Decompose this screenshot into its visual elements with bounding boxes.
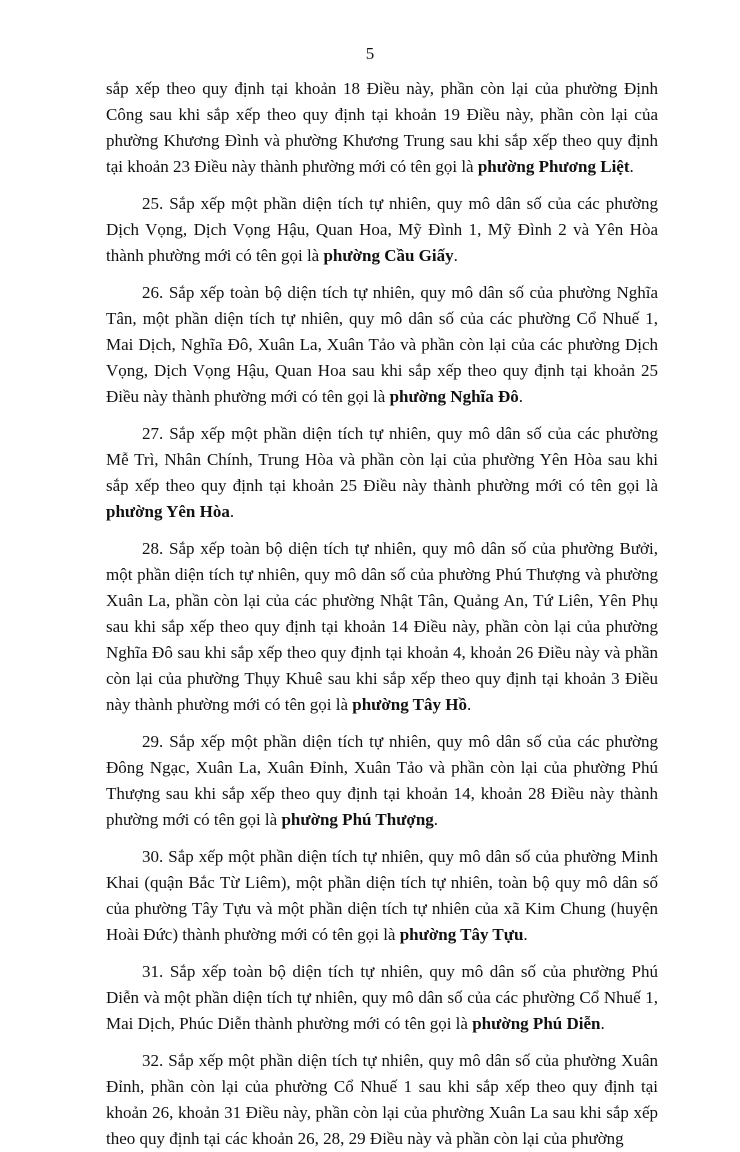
document-body bbox=[106, 76, 658, 1152]
ward-name: phường Cầu Giấy bbox=[323, 246, 454, 265]
paragraph-end: . bbox=[433, 810, 439, 829]
paragraph-continuation bbox=[106, 76, 658, 180]
paragraph-text: 29. Sắp xếp một phần diện tích tự nhiên, quy mô dân số của các phường Đông Ngạc, Xuân La, Xuân Đỉnh, Xuân Tảo và phần còn lại của phường Phú Thượng sau khi sắp xếp theo quy định tại khoản 14, khoản 28 Điều này thành phường mới có tên gọi là bbox=[106, 732, 658, 829]
paragraph-end: . bbox=[523, 925, 528, 944]
clause-31 bbox=[106, 959, 658, 1037]
paragraph-text: sắp xếp theo quy định tại khoản 18 Điều này, phần còn lại của phường Định Công sau khi sắp xếp theo quy định tại khoản 19 Điều này, phần còn lại của phường Khương Đình và phường Khương Trung sau khi sắp xếp theo quy định tại khoản 23 Điều này thành phường mới có tên gọi là bbox=[106, 79, 658, 176]
ward-name: phường Phương Liệt bbox=[477, 157, 630, 176]
clause-28 bbox=[106, 536, 658, 718]
paragraph-text: 31. Sắp xếp toàn bộ diện tích tự nhiên, quy mô dân số của phường Phú Diễn và một phần diện tích tự nhiên, quy mô dân số của các phường Cổ Nhuế 1, Mai Dịch, Phúc Diễn thành phường mới có tên gọi là bbox=[106, 962, 658, 1033]
paragraph-text: 28. Sắp xếp toàn bộ diện tích tự nhiên, quy mô dân số của phường Bưởi, một phần diện tích tự nhiên, quy mô dân số của phường Phú Thượng và phường Xuân La, phần còn lại của các phường Nhật Tân, Quảng An, Tứ Liên, Yên Phụ sau khi sắp xếp theo quy định tại khoản 14 Điều này, phần còn lại của phường Nghĩa Đô sau khi sắp xếp theo quy định tại khoản 4, khoản 26 Điều này và phần còn lại của phường Thụy Khuê sau khi sắp xếp theo quy định tại khoản 3 Điều này thành phường mới có tên gọi là bbox=[106, 539, 658, 714]
clause-30 bbox=[106, 844, 658, 948]
ward-name: phường Tây Tựu bbox=[399, 925, 524, 944]
paragraph-end: . bbox=[467, 695, 472, 714]
paragraph-end: . bbox=[453, 246, 458, 265]
paragraph-text: 32. Sắp xếp một phần diện tích tự nhiên, quy mô dân số của phường Xuân Đỉnh, phần còn lại của phường Cổ Nhuế 1 sau khi sắp xếp theo quy định tại khoản 26, khoản 31 Điều này, phần còn lại của phường Xuân La sau khi sắp xếp theo quy định tại các khoản 26, 28, 29 Điều này và phần còn lại của phường bbox=[106, 1051, 658, 1148]
clause-27 bbox=[106, 421, 658, 525]
paragraph-text: 26. Sắp xếp toàn bộ diện tích tự nhiên, quy mô dân số của phường Nghĩa Tân, một phần diện tích tự nhiên, quy mô dân số của các phường Cổ Nhuế 1, Mai Dịch, Nghĩa Đô, Xuân La, Xuân Tảo và phần còn lại của các phường Dịch Vọng, Dịch Vọng Hậu, Quan Hoa sau khi sắp xếp theo quy định tại khoản 25 Điều này thành phường mới có tên gọi là bbox=[106, 283, 658, 406]
page-number: 5 bbox=[365, 44, 375, 63]
paragraph-end: . bbox=[518, 387, 524, 406]
ward-name: phường Phú Thượng bbox=[281, 810, 434, 829]
ward-name: phường Yên Hòa bbox=[106, 502, 230, 521]
paragraph-end: . bbox=[629, 157, 634, 176]
clause-25 bbox=[106, 191, 658, 269]
ward-name: phường Phú Diễn bbox=[472, 1014, 601, 1033]
ward-name: phường Nghĩa Đô bbox=[389, 387, 519, 406]
paragraph-end: . bbox=[229, 502, 235, 521]
paragraph-text: 25. Sắp xếp một phần diện tích tự nhiên, quy mô dân số của các phường Dịch Vọng, Dịch Vọng Hậu, Quan Hoa, Mỹ Đình 1, Mỹ Đình 2 và Yên Hòa thành phường mới có tên gọi là bbox=[106, 194, 658, 265]
clause-26 bbox=[106, 280, 658, 410]
clause-32 bbox=[106, 1048, 658, 1152]
clause-29 bbox=[106, 729, 658, 833]
paragraph-text: 27. Sắp xếp một phần diện tích tự nhiên, quy mô dân số của các phường Mễ Trì, Nhân Chính, Trung Hòa và phần còn lại của phường Yên Hòa sau khi sắp xếp theo quy định tại khoản 25 Điều này thành phường mới có tên gọi là bbox=[106, 424, 658, 495]
ward-name: phường Tây Hồ bbox=[352, 695, 467, 714]
paragraph-end: . bbox=[600, 1014, 605, 1033]
paragraph-text: 30. Sắp xếp một phần diện tích tự nhiên, quy mô dân số của phường Minh Khai (quận Bắc Từ Liêm), một phần diện tích tự nhiên, toàn bộ quy mô dân số của phường Tây Tựu và một phần diện tích tự nhiên của xã Kim Chung (huyện Hoài Đức) thành phường mới có tên gọi là bbox=[106, 847, 658, 944]
